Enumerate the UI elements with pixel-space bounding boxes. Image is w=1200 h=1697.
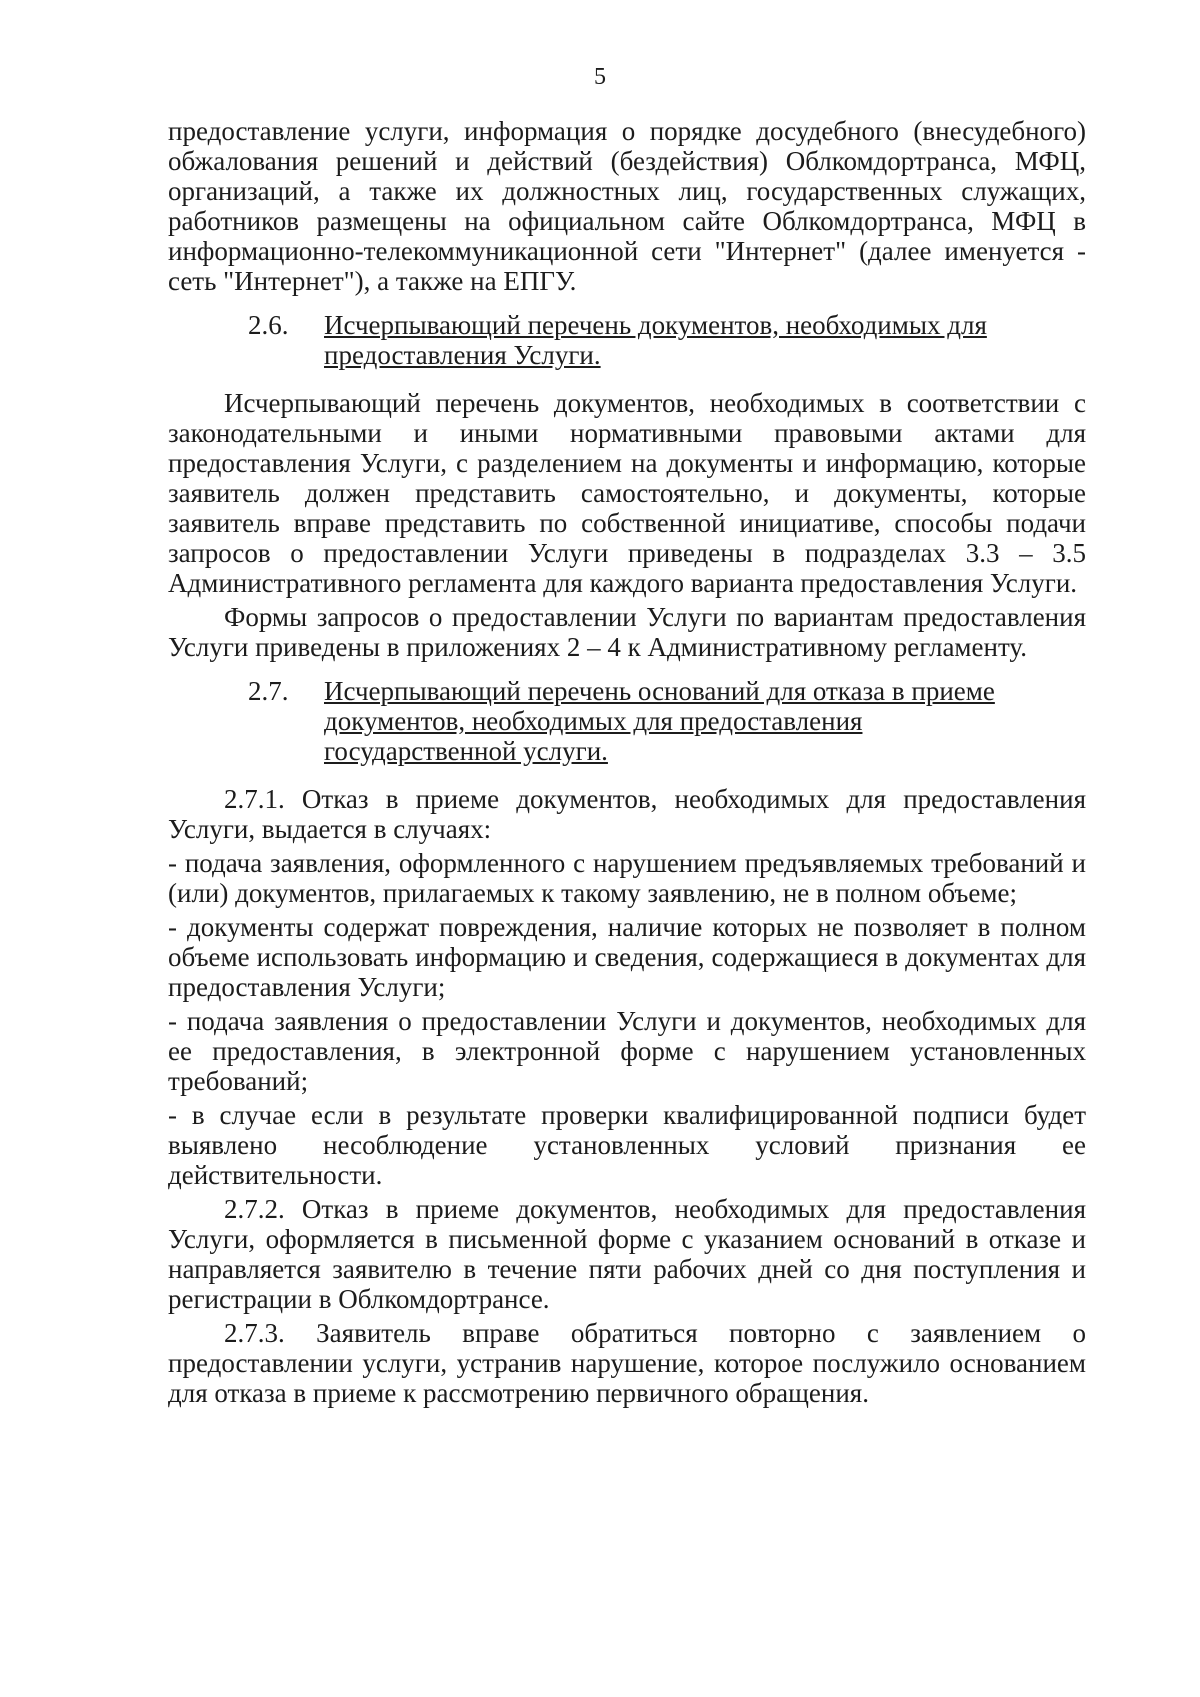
section-heading-2-7 xyxy=(168,676,1086,766)
page-number: 5 xyxy=(594,64,606,90)
paragraph-document-list: Исчерпывающий перечень документов, необходимых в соответствии с законодательными и иными нормативными правовыми актами для предоставления Услуги, с разделением на документы и информацию, которые заявитель должен представить самостоятельно, и документы, которые заявитель вправе представить по собственной инициативе, способы подачи запросов о предоставлении Услуги приведены в подразделах 3.3 – 3.5 Административного регламента для каждого варианта предоставления Услуги. xyxy=(168,388,1086,598)
section-number: 2.7. xyxy=(248,676,289,706)
list-item: - документы содержат повреждения, наличие которых не позволяет в полном объеме использовать информацию и сведения, содержащиеся в документах для предоставления Услуги; xyxy=(168,912,1086,1002)
list-item: - подача заявления, оформленного с нарушением предъявляемых требований и (или) документов, прилагаемых к такому заявлению, не в полном объеме; xyxy=(168,848,1086,908)
paragraph-2-7-1: 2.7.1. Отказ в приеме документов, необходимых для предоставления Услуги, выдается в случаях: xyxy=(168,784,1086,844)
list-item: - в случае если в результате проверки квалифицированной подписи будет выявлено несоблюдение установленных условий признания ее действительности. xyxy=(168,1100,1086,1190)
paragraph-request-forms: Формы запросов о предоставлении Услуги по вариантам предоставления Услуги приведены в приложениях 2 – 4 к Административному регламенту. xyxy=(168,602,1086,662)
paragraph-2-7-2: 2.7.2. Отказ в приеме документов, необходимых для предоставления Услуги, оформляется в письменной форме с указанием оснований в отказе и направляется заявителю в течение пяти рабочих дней со дня поступления и регистрации в Облкомдортрансе. xyxy=(168,1194,1086,1314)
paragraph-intro: предоставление услуги, информация о порядке досудебного (внесудебного) обжалования решений и действий (бездействия) Облкомдортранса, МФЦ, организаций, а также их должностных лиц, государственных служащих, работников размещены на официальном сайте Облкомдортранса, МФЦ в информационно-телекоммуникационной сети "Интернет" (далее именуется - сеть "Интернет"), а также на ЕПГУ. xyxy=(168,116,1086,296)
section-heading-2-6 xyxy=(168,310,1086,370)
list-item: - подача заявления о предоставлении Услуги и документов, необходимых для ее предоставления, в электронной форме с нарушением установленных требований; xyxy=(168,1006,1086,1096)
section-title: Исчерпывающий перечень оснований для отказа в приеме документов, необходимых для предоставления государственной услуги. xyxy=(324,676,995,766)
section-title: Исчерпывающий перечень документов, необходимых для предоставления Услуги. xyxy=(324,310,987,370)
section-number: 2.6. xyxy=(248,310,289,340)
document-body xyxy=(168,116,1086,1408)
paragraph-2-7-3: 2.7.3. Заявитель вправе обратиться повторно с заявлением о предоставлении услуги, устранив нарушение, которое послужило основанием для отказа в приеме к рассмотрению первичного обращения. xyxy=(168,1318,1086,1408)
